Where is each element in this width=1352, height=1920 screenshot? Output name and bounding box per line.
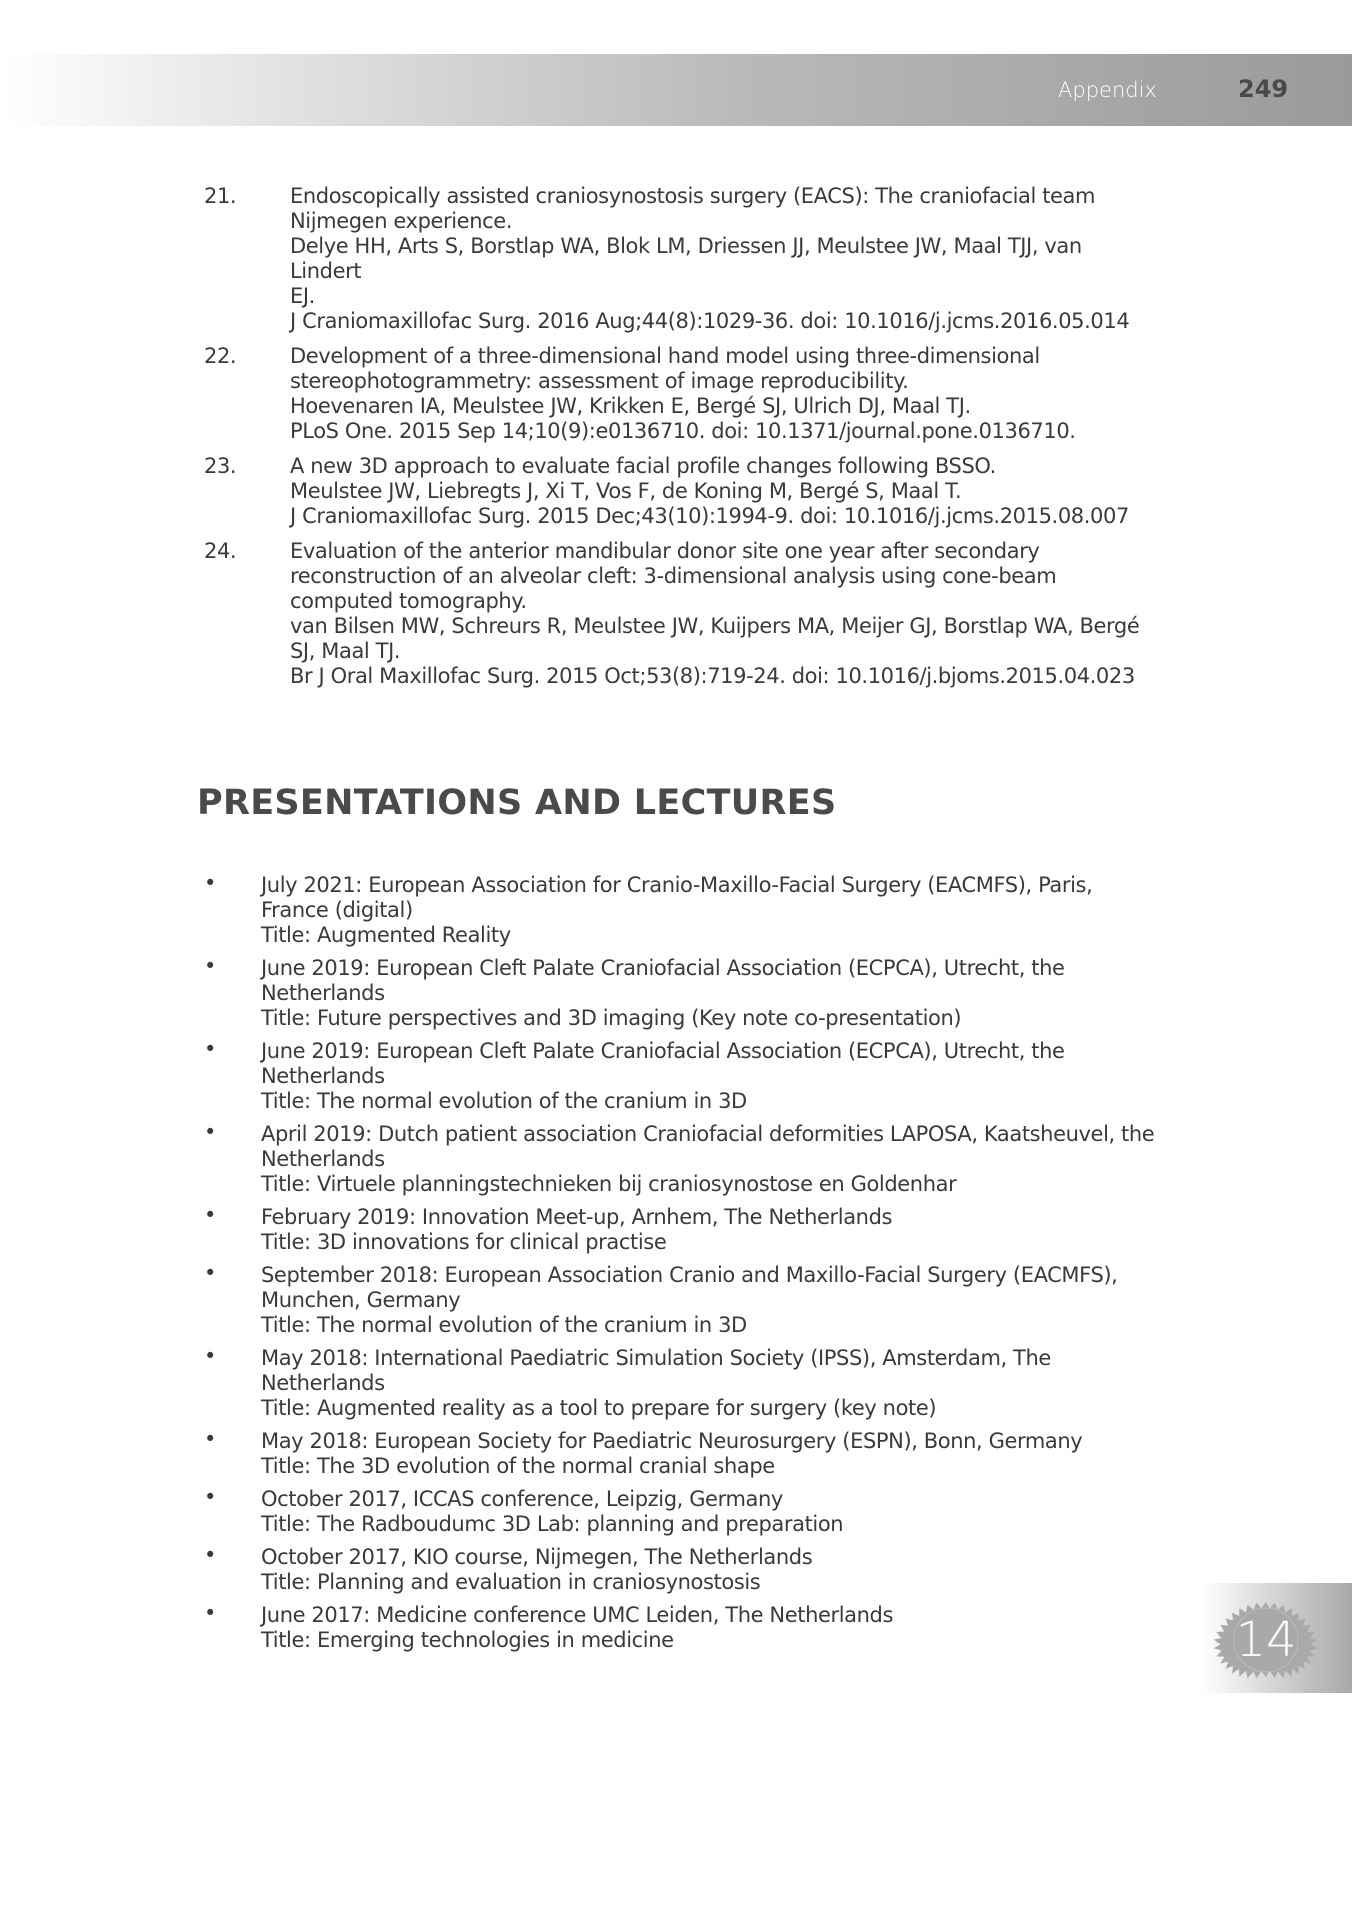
presentation-line: Title: 3D innovations for clinical practise (261, 1230, 667, 1254)
reference-line: A new 3D approach to evaluate facial profile changes following BSSO. (290, 454, 996, 478)
presentation-line: May 2018: European Society for Paediatric Neurosurgery (ESPN), Bonn, Germany (261, 1429, 1083, 1453)
reference-line: EJ. (290, 284, 315, 308)
reference-line: computed tomography. (290, 589, 527, 613)
bullet-icon: • (204, 1427, 216, 1451)
presentation-line: Netherlands (261, 1371, 385, 1395)
presentation-line: October 2017, KIO course, Nijmegen, The Netherlands (261, 1545, 813, 1569)
section-title: PRESENTATIONS AND LECTURES (197, 783, 837, 823)
bullet-icon: • (204, 1543, 216, 1567)
bullet-icon: • (204, 1261, 216, 1285)
presentation-item (204, 1603, 1164, 1653)
bullet-icon: • (204, 954, 216, 978)
presentation-line: Netherlands (261, 1147, 385, 1171)
reference-line: Nijmegen experience. (290, 209, 513, 233)
reference-number: 22. (204, 344, 237, 368)
reference-item (204, 539, 1154, 689)
presentation-line: September 2018: European Association Cranio and Maxillo-Facial Surgery (EACMFS), (261, 1263, 1118, 1287)
reference-line: Br J Oral Maxillofac Surg. 2015 Oct;53(8):719-24. doi: 10.1016/j.bjoms.2015.04.023 (290, 664, 1135, 688)
reference-line: Evaluation of the anterior mandibular donor site one year after secondary (290, 539, 1040, 563)
chapter-tab (1214, 1588, 1318, 1692)
reference-line: van Bilsen MW, Schreurs R, Meulstee JW, Kuijpers MA, Meijer GJ, Borstlap WA, Bergé (290, 614, 1140, 638)
presentation-line: Title: The normal evolution of the cranium in 3D (261, 1313, 747, 1337)
presentation-line: Title: Virtuele planningstechnieken bij craniosynostose en Goldenhar (261, 1172, 957, 1196)
presentation-item (204, 873, 1164, 948)
presentation-line: May 2018: International Paediatric Simulation Society (IPSS), Amsterdam, The (261, 1346, 1051, 1370)
presentation-list (204, 873, 1164, 1661)
presentation-line: Title: Emerging technologies in medicine (261, 1628, 674, 1652)
bullet-icon: • (204, 1601, 216, 1625)
presentation-line: France (digital) (261, 898, 413, 922)
presentation-item (204, 1205, 1164, 1255)
presentation-line: Title: The normal evolution of the cranium in 3D (261, 1089, 747, 1113)
presentation-line: June 2017: Medicine conference UMC Leiden, The Netherlands (261, 1603, 894, 1627)
reference-line: J Craniomaxillofac Surg. 2015 Dec;43(10):1994-9. doi: 10.1016/j.jcms.2015.08.007 (290, 504, 1129, 528)
reference-line: SJ, Maal TJ. (290, 639, 401, 663)
presentation-line: Title: The Radboudumc 3D Lab: planning and preparation (261, 1512, 844, 1536)
reference-line: J Craniomaxillofac Surg. 2016 Aug;44(8):1029-36. doi: 10.1016/j.jcms.2016.05.014 (290, 309, 1130, 333)
reference-line: Hoevenaren IA, Meulstee JW, Krikken E, Bergé SJ, Ulrich DJ, Maal TJ. (290, 394, 971, 418)
presentation-item (204, 1429, 1164, 1479)
presentation-line: June 2019: European Cleft Palate Craniofacial Association (ECPCA), Utrecht, the (261, 1039, 1065, 1063)
reference-list (204, 184, 1154, 699)
bullet-icon: • (204, 1344, 216, 1368)
presentation-line: Title: Augmented Reality (261, 923, 511, 947)
presentation-line: February 2019: Innovation Meet-up, Arnhem, The Netherlands (261, 1205, 893, 1229)
presentation-line: Title: Augmented reality as a tool to prepare for surgery (key note) (261, 1396, 937, 1420)
presentation-item (204, 1263, 1164, 1338)
presentation-line: Netherlands (261, 981, 385, 1005)
presentation-item (204, 1039, 1164, 1114)
reference-item (204, 344, 1154, 444)
reference-number: 24. (204, 539, 237, 563)
bullet-icon: • (204, 871, 216, 895)
bullet-icon: • (204, 1120, 216, 1144)
reference-line: stereophotogrammetry: assessment of image reproducibility. (290, 369, 909, 393)
presentation-line: Title: Planning and evaluation in craniosynostosis (261, 1570, 761, 1594)
presentation-item (204, 956, 1164, 1031)
presentation-line: Munchen, Germany (261, 1288, 461, 1312)
reference-line: Delye HH, Arts S, Borstlap WA, Blok LM, Driessen JJ, Meulstee JW, Maal TJJ, van Lindert (290, 234, 1082, 283)
running-header-section: Appendix (1058, 78, 1157, 102)
bullet-icon: • (204, 1203, 216, 1227)
bullet-icon: • (204, 1485, 216, 1509)
bullet-icon: • (204, 1037, 216, 1061)
reference-line: PLoS One. 2015 Sep 14;10(9):e0136710. doi: 10.1371/journal.pone.0136710. (290, 419, 1076, 443)
reference-line: Development of a three-dimensional hand model using three-dimensional (290, 344, 1040, 368)
reference-line: reconstruction of an alveolar cleft: 3-dimensional analysis using cone-beam (290, 564, 1057, 588)
reference-item (204, 454, 1154, 529)
presentation-item (204, 1487, 1164, 1537)
presentation-line: Title: The 3D evolution of the normal cranial shape (261, 1454, 775, 1478)
reference-line: Meulstee JW, Liebregts J, Xi T, Vos F, de Koning M, Bergé S, Maal T. (290, 479, 962, 503)
presentation-item (204, 1346, 1164, 1421)
presentation-line: October 2017, ICCAS conference, Leipzig, Germany (261, 1487, 783, 1511)
presentation-line: June 2019: European Cleft Palate Craniofacial Association (ECPCA), Utrecht, the (261, 956, 1065, 980)
chapter-number: 14 (1235, 1612, 1297, 1668)
presentation-line: Title: Future perspectives and 3D imaging (Key note co-presentation) (261, 1006, 962, 1030)
reference-item (204, 184, 1154, 334)
presentation-item (204, 1122, 1164, 1197)
presentation-item (204, 1545, 1164, 1595)
reference-number: 21. (204, 184, 237, 208)
presentation-line: Netherlands (261, 1064, 385, 1088)
presentation-line: April 2019: Dutch patient association Craniofacial deformities LAPOSA, Kaatsheuvel, the (261, 1122, 1155, 1146)
reference-number: 23. (204, 454, 237, 478)
page-number: 249 (1238, 75, 1289, 103)
reference-line: Endoscopically assisted craniosynostosis surgery (EACS): The craniofacial team (290, 184, 1096, 208)
presentation-line: July 2021: European Association for Cranio-Maxillo-Facial Surgery (EACMFS), Paris, (261, 873, 1093, 897)
